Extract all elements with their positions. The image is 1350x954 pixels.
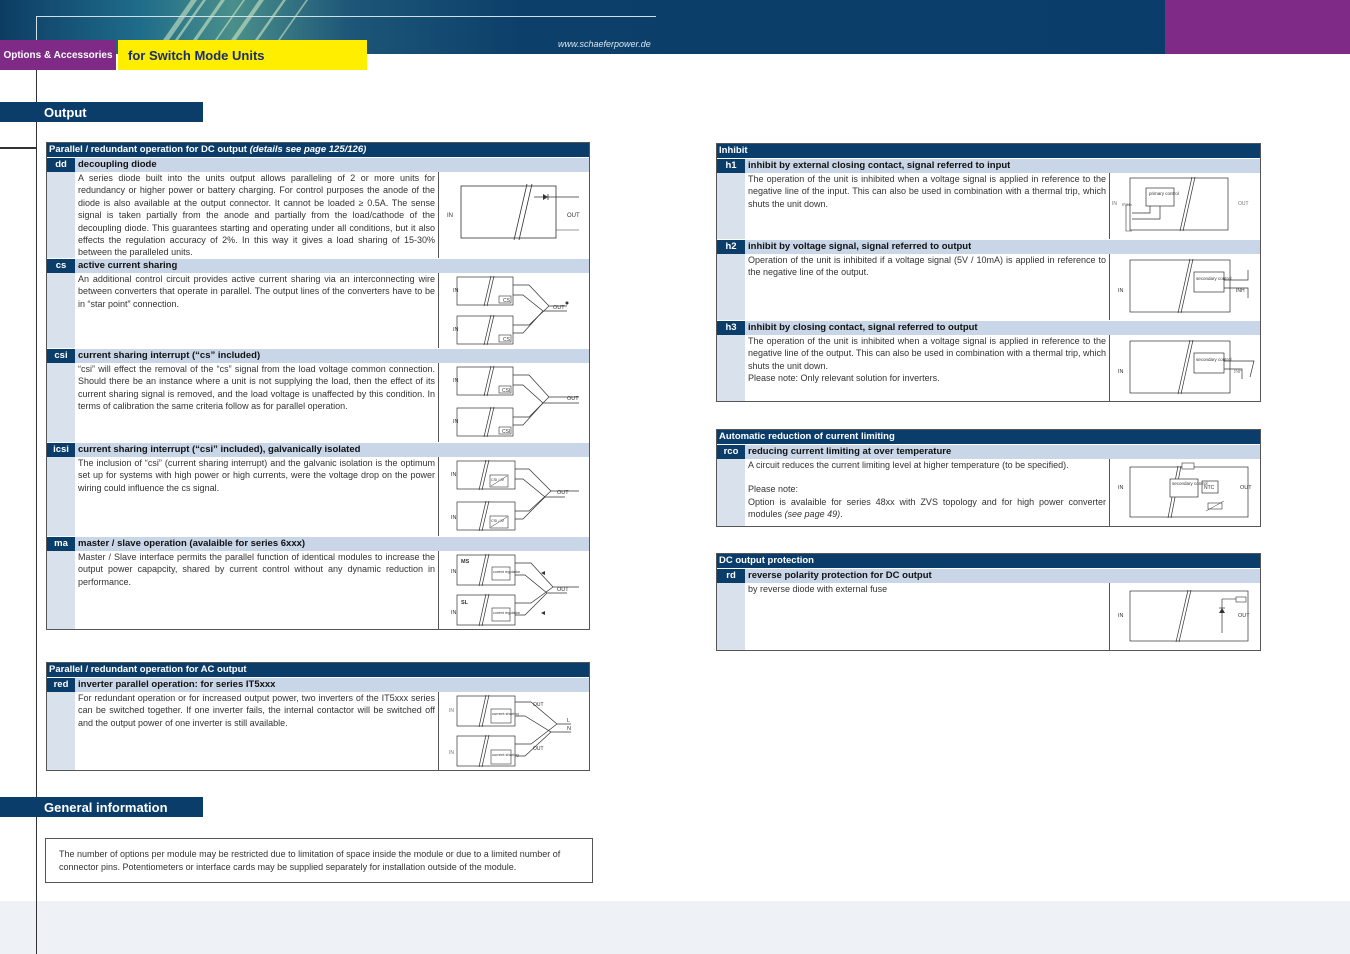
option-code: csi <box>47 349 75 363</box>
label-in: IN <box>447 213 453 219</box>
label-in: IN <box>1112 201 1117 207</box>
option-row-header <box>47 536 589 551</box>
row-gutter <box>47 273 75 348</box>
option-description <box>745 459 1109 526</box>
general-info-box <box>45 838 593 883</box>
label-out: OUT <box>567 213 580 219</box>
option-row-header <box>717 444 1260 459</box>
table-title: Automatic reduction of current limiting <box>717 430 1260 444</box>
option-row-header <box>47 258 589 273</box>
current-limit-table <box>716 429 1261 527</box>
footer-band <box>0 901 1350 954</box>
label-in: IN <box>1118 369 1124 375</box>
footer-margin-line <box>36 901 37 954</box>
header-rule <box>36 16 656 17</box>
option-description: The inclusion of “csi” (current sharing interrupt) and the galvanic isolation is the optimum set up for systems with high power or high currents, were the voltage drop on the power wiring could influence the cs signal. <box>78 458 435 493</box>
option-title: active current sharing <box>78 260 178 271</box>
margin-mark <box>0 147 37 149</box>
option-title: inhibit by voltage signal, signal referred to output <box>748 241 972 252</box>
label-ms: MS <box>461 559 470 565</box>
reverse-polarity-diagram <box>1109 583 1260 650</box>
csi-diagram <box>438 363 589 442</box>
label-inh: INH <box>1234 369 1243 375</box>
row-gutter <box>717 459 745 526</box>
table-title <box>47 143 589 157</box>
option-code: icsi <box>47 443 75 457</box>
option-row-body <box>717 459 1260 526</box>
label-current-regulation: current regulation <box>493 570 521 574</box>
option-row-body <box>47 273 589 348</box>
label-out: OUT <box>533 702 544 708</box>
option-row-header <box>47 442 589 457</box>
label-csi-iv: CSI / IV <box>491 519 505 523</box>
label-current-sharing: current sharing <box>492 752 519 757</box>
label-current-sharing: current sharing <box>492 711 519 716</box>
option-title: inhibit by external closing contact, signal referred to input <box>748 160 1011 171</box>
option-title: decoupling diode <box>78 159 157 170</box>
label-ntc: NTC <box>1204 485 1215 491</box>
diagram-svg <box>1110 254 1260 320</box>
label-current-regulation: current regulation <box>493 611 521 615</box>
option-description: An additional control circuit provides active current sharing via an interconnecting wire between converters that operate in parallel. The output lines of the converters have to be in “star point” connection. <box>78 274 435 309</box>
decoupling-diode-diagram <box>438 172 589 258</box>
label-in: IN <box>1118 485 1124 491</box>
diagram-svg <box>439 172 589 258</box>
label-out: OUT <box>553 305 565 311</box>
row-gutter <box>717 583 745 650</box>
table-title-note: (details see page 125/126) <box>249 144 367 155</box>
option-row-header <box>717 239 1260 254</box>
row-gutter <box>717 173 745 239</box>
option-description <box>745 335 1109 401</box>
inhibit-h1-diagram <box>1109 173 1260 239</box>
option-row-body <box>47 692 589 770</box>
row-gutter <box>47 363 75 442</box>
label-inh: INH <box>1236 288 1245 294</box>
page-subtitle: for Switch Mode Units <box>118 40 367 70</box>
option-row-header <box>717 320 1260 335</box>
diagram-svg <box>439 692 589 770</box>
label-out: OUT <box>557 587 569 593</box>
option-note-end: . <box>840 509 843 520</box>
option-description: by reverse diode with external fuse <box>748 584 888 594</box>
option-row-header <box>717 158 1260 173</box>
dc-protection-table <box>716 553 1261 651</box>
label-in: IN <box>1118 288 1124 294</box>
current-sharing-diagram <box>438 273 589 348</box>
option-note-label: Please note: <box>748 484 799 495</box>
section-title-output: Output <box>0 102 203 122</box>
label-in: IN <box>451 569 457 575</box>
header-accent <box>1165 0 1350 54</box>
label-secondary-control: secondary control <box>1196 276 1232 281</box>
option-code: red <box>47 678 75 692</box>
option-title: master / slave operation (avalaible for series 6xxx) <box>78 538 306 549</box>
label-primary-control: primary control <box>1149 191 1179 196</box>
table-title: Parallel / redundant operation for AC output <box>47 663 589 677</box>
diagram-svg <box>439 363 589 442</box>
label-out: OUT <box>557 490 569 496</box>
label-in: IN <box>451 472 457 478</box>
option-description: The operation of the unit is inhibited when a voltage signal is applied in reference to the negative line of the input. This can also be used in combination with a thermal trip, which shuts the unit down. <box>748 174 1106 209</box>
option-description: For redundant operation or for increased output power, two inverters of the IT5xxx series can be switched together. If one inverter fails, the internal contactor will be switched off and the output power of one inverter is still available. <box>78 693 435 728</box>
diagram-svg <box>1110 173 1260 239</box>
option-note-ref: (see page 49) <box>784 509 841 520</box>
option-note <box>748 496 1106 521</box>
row-gutter <box>717 335 745 401</box>
option-code: cs <box>47 259 75 273</box>
label-csi-iv: CSI / IV <box>491 478 505 482</box>
row-gutter <box>717 254 745 320</box>
option-description: Master / Slave interface permits the parallel function of identical modules to increase the output power capapcity, shared by current control without any dynamic reduction in performance. <box>78 552 435 587</box>
label-in: IN <box>449 708 454 714</box>
margin-line <box>36 70 37 954</box>
option-code: dd <box>47 158 75 172</box>
label-n: N <box>567 726 571 732</box>
label-out: OUT <box>567 396 579 402</box>
diagram-svg <box>439 273 589 348</box>
label-in: IN <box>453 327 459 333</box>
current-limit-diagram <box>1109 459 1260 526</box>
row-gutter <box>47 551 75 629</box>
option-title: inhibit by closing contact, signal referred to output <box>748 322 978 333</box>
option-row-body <box>47 172 589 258</box>
diagram-svg <box>1110 459 1260 526</box>
master-slave-diagram <box>438 551 589 629</box>
option-row-header <box>47 348 589 363</box>
label-in: IN <box>453 288 459 294</box>
label-in: IN <box>1118 613 1124 619</box>
option-title: reverse polarity protection for DC output <box>748 570 932 581</box>
row-gutter <box>47 457 75 536</box>
diagram-svg <box>439 551 589 629</box>
label-in: IN <box>453 378 459 384</box>
option-note: Please note: Only relevant solution for inverters. <box>748 373 940 384</box>
option-row-header <box>47 677 589 692</box>
option-row-body <box>717 173 1260 239</box>
option-note-text: Option is avalaible for series 48xx with ZVS topology and for high power converter modules <box>748 496 1106 520</box>
ac-parallel-table <box>46 662 590 771</box>
table-title: Inhibit <box>717 144 1260 158</box>
label-sl: SL <box>461 600 469 606</box>
label-out: OUT <box>533 746 544 752</box>
option-row-body <box>47 551 589 629</box>
diagram-svg <box>439 457 589 536</box>
inhibit-h2-diagram <box>1109 254 1260 320</box>
website-url[interactable]: www.schaeferpower.de <box>558 39 651 49</box>
option-description-main: A circuit reduces the current limiting level at higher temperature (to be specified). <box>748 460 1069 470</box>
option-row-body <box>717 335 1260 401</box>
option-code: h1 <box>717 159 745 173</box>
section-title-general: General information <box>0 797 203 817</box>
option-row-body <box>47 363 589 442</box>
label-out: OUT <box>1238 613 1250 619</box>
option-row-body <box>717 583 1260 650</box>
option-description: A series diode built into the units output allows paralleling of 2 or more units for redundancy or higher power or battery charging. For control purposes the anode of the diode is also available at the output connector. It cannot be loaded ≥ 0.5A. The sense signal is taken partially from the anode and partially from the load/cathode of the decoupling diode. This guarantees starting and operating under all conditions, but it also effects the regulation accuracy of 2%. In this way it gives a load sharing of 15-30% between the paralleled units. <box>78 173 435 258</box>
option-title: current sharing interrupt (“csi” included), galvanically isolated <box>78 444 361 455</box>
inverter-parallel-diagram <box>438 692 589 770</box>
option-title: inverter parallel operation: for series IT5xxx <box>78 679 276 690</box>
label-cs: CS <box>503 298 510 304</box>
option-title: current sharing interrupt (“cs” included) <box>78 350 261 361</box>
header-tick <box>36 16 37 40</box>
table-title-text: Parallel / redundant operation for DC output <box>49 144 247 155</box>
label-in: IN <box>451 515 457 521</box>
inhibit-h3-diagram <box>1109 335 1260 401</box>
label-in: IN <box>453 419 459 425</box>
option-row-body <box>717 254 1260 320</box>
spacer <box>748 471 1106 483</box>
option-row-body <box>47 457 589 536</box>
option-description: Operation of the unit is inhibited if a voltage signal (5V / 10mA) is applied in reference to the negative line of the output. <box>748 255 1106 278</box>
label-csi: CSI <box>502 388 511 394</box>
label-out: OUT <box>1240 485 1252 491</box>
general-info-text: The number of options per module may be restricted due to limitation of space inside the module or due to a limited number of connector pins. Potentiometers or interface cards may be supplied separately for installation outside of the module. <box>59 849 561 872</box>
diagram-svg <box>1110 335 1260 401</box>
diagram-svg <box>1110 583 1260 650</box>
label-cs: CS <box>503 337 510 343</box>
label-in: IN <box>451 610 457 616</box>
label-out: OUT <box>1238 201 1249 207</box>
option-row-header <box>47 157 589 172</box>
option-code: h3 <box>717 321 745 335</box>
category-tab: Options & Accessories <box>0 40 116 70</box>
row-gutter <box>47 172 75 258</box>
option-description: “csi” will effect the removal of the “cs” signal from the load voltage common connection. Should there be an instance where a unit is not supplying the load, then the effect of its current sharing signal is removed, and the load voltage is unaffected by this condition. In terms of calibration the same criteria follow as for parallel operation. <box>78 364 435 412</box>
inhibit-table <box>716 143 1261 402</box>
label-secondary-control: secondary control <box>1196 357 1232 362</box>
option-code: ma <box>47 537 75 551</box>
option-code: rd <box>717 569 745 583</box>
option-description-main: The operation of the unit is inhibited when a voltage signal is applied in reference to the negative line of the output. This can also be used in combination with a thermal trip, which shuts the unit down. <box>748 336 1106 371</box>
option-code: rco <box>717 445 745 459</box>
option-code: h2 <box>717 240 745 254</box>
option-title: reducing current limiting at over temperature <box>748 446 952 457</box>
table-title: DC output protection <box>717 554 1260 568</box>
dc-parallel-table <box>46 142 590 630</box>
label-inh: INH <box>1122 202 1130 207</box>
label-l: L <box>567 718 571 724</box>
icsi-diagram <box>438 457 589 536</box>
row-gutter <box>47 692 75 770</box>
option-row-header <box>717 568 1260 583</box>
label-in: IN <box>449 750 454 756</box>
label-csi: CSI <box>502 429 511 435</box>
label-secondary-control: secondary control <box>1172 481 1208 486</box>
